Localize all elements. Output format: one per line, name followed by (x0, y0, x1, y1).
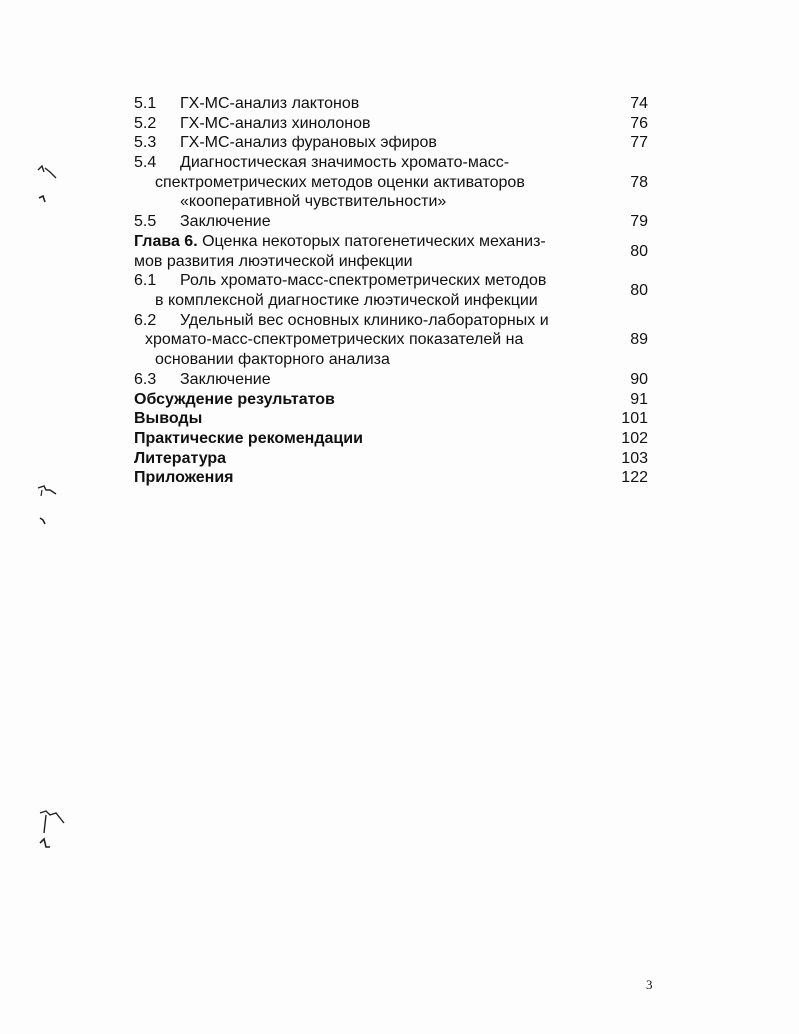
page-number: 89 (630, 331, 648, 348)
section-title-line-1: Удельный вес основных клинико-лабораторных и (180, 312, 549, 329)
page-number: 122 (621, 469, 648, 486)
page-number: 101 (621, 410, 648, 427)
section-title-line-1: Роль хромато-масс-спектрометрических методов (180, 272, 547, 289)
binding-hole-mark (36, 160, 66, 210)
section-title-line-2: спектрометрических методов оценки активаторов (155, 174, 525, 191)
section-title: Заключение (180, 371, 271, 388)
section-title-line-1: Диагностическая значимость хромато-масс- (180, 154, 510, 171)
section-title-line-3: основании факторного анализа (155, 351, 390, 368)
chapter-label: Глава 6. (134, 233, 198, 250)
chapter-title-line-1: Оценка некоторых патогенетических механиз- (202, 233, 546, 250)
page-number: 77 (630, 134, 648, 151)
page-number: 91 (630, 391, 648, 408)
page-number: 76 (630, 115, 648, 132)
section-number: 5.4 (134, 154, 157, 171)
page-number: 80 (630, 282, 648, 299)
section-title-line-2: хромато-масс-спектрометрических показателей на (145, 331, 524, 348)
section-title-line-2: в комплексной диагностике люэтической инфекции (155, 292, 538, 309)
section-number: 6.1 (134, 272, 157, 289)
section-title-line-3: «кооперативной чувствительности» (180, 193, 447, 210)
binding-hole-mark (36, 805, 70, 855)
page-number: 74 (630, 95, 648, 112)
page-number: 79 (630, 213, 648, 230)
page-number: 78 (630, 174, 648, 191)
page-number-footer: 3 (646, 977, 653, 992)
section-title: ГХ-МС-анализ фурановых эфиров (180, 134, 437, 151)
page-number: 102 (621, 430, 648, 447)
section-number: 6.3 (134, 371, 157, 388)
chapter-title-line-2: мов развития люэтической инфекции (134, 253, 413, 270)
section-number: 5.1 (134, 95, 157, 112)
page-number: 80 (630, 243, 648, 260)
section-title: ГХ-МС-анализ лактонов (180, 95, 360, 112)
page-number: 103 (621, 450, 648, 467)
section-number: 5.3 (134, 134, 157, 151)
section-title: Литература (134, 450, 227, 467)
section-title: ГХ-МС-анализ хинолонов (180, 115, 371, 132)
page-number: 90 (630, 371, 648, 388)
section-number: 5.5 (134, 213, 157, 230)
section-title: Обсуждение результатов (134, 391, 335, 408)
binding-hole-mark (36, 480, 66, 530)
section-title: Приложения (134, 469, 234, 486)
section-title: Заключение (180, 213, 271, 230)
section-title: Практические рекомендации (134, 430, 363, 447)
section-title: Выводы (134, 410, 203, 427)
section-number: 5.2 (134, 115, 157, 132)
section-number: 6.2 (134, 312, 157, 329)
